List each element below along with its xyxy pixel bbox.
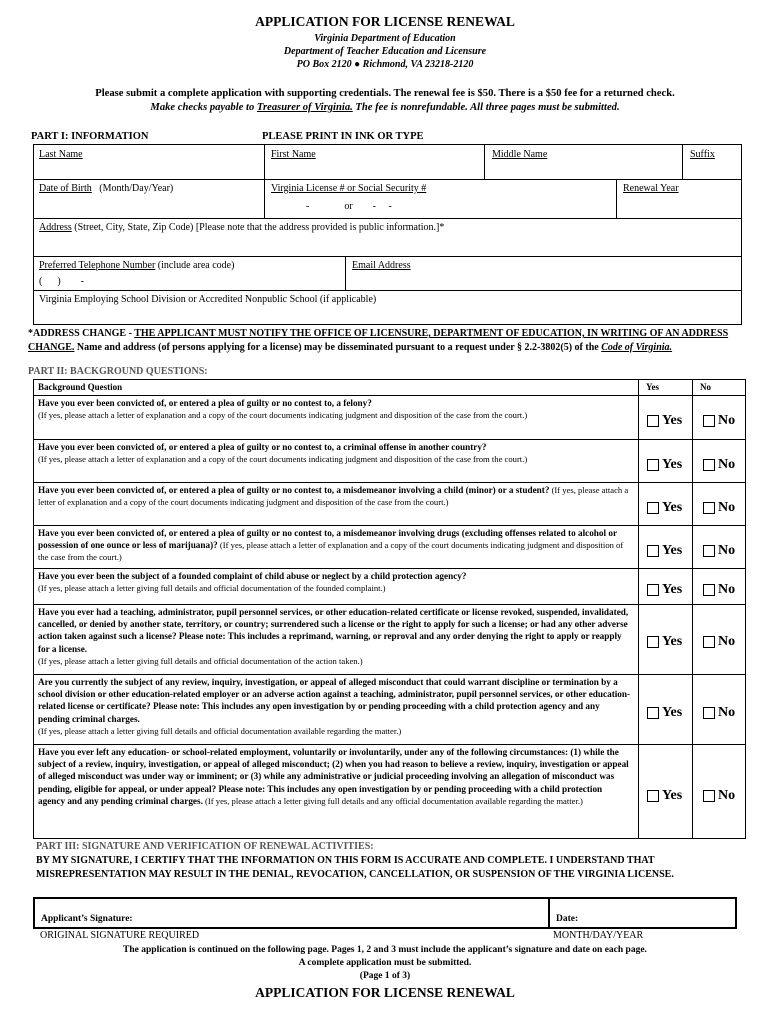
q8-no-checkbox[interactable]: No bbox=[703, 788, 735, 804]
mailing-address: PO Box 2120 ● Richmond, VA 23218-2120 bbox=[296, 59, 474, 70]
col-yes: Yes bbox=[646, 382, 659, 392]
question-4: Have you ever been convicted of, or entered a plea of guilty or no contest to, a misdemeanor involving drugs (excluding offenses related to alcohol or possession of one ounce or less of marijuana)? (If yes, please attach a letter of explanation and a copy of the court documents indicating judgment and disposition of the case from the court.) bbox=[38, 528, 624, 563]
q3-yes-checkbox[interactable]: Yes bbox=[647, 500, 682, 516]
first-name-field[interactable]: First Name bbox=[271, 149, 316, 160]
middle-name-field[interactable]: Middle Name bbox=[492, 149, 548, 160]
complete-note: A complete application must be submitted. bbox=[298, 958, 472, 968]
question-6: Have you ever had a teaching, administrator, pupil personnel services, or other education-related certificate or license revoked, suspended, invalidated, cancelled, or denied by another state, territory, or country; surrendered such a license or the right to apply for such a license; or had any other adverse action taken against such a license? Please note: This includes a reprimand, warning, or reproval and any order denying the right to apply or reapply for a license. (If yes, please attach a letter giving full details and official documentation of the action taken.) bbox=[38, 607, 629, 666]
q5-yes-checkbox[interactable]: Yes bbox=[647, 582, 682, 598]
date-format-note: MONTH/DAY/YEAR bbox=[553, 930, 644, 941]
question-3: Have you ever been convicted of, or entered a plea of guilty or no contest to, a misdemeanor involving a child (minor) or a student? (If yes, please attach a letter of explanation and a copy of the court documents indicating judgment and disposition of the case from the court.) bbox=[38, 485, 629, 508]
part3-heading: PART III: SIGNATURE AND VERIFICATION OF RENEWAL ACTIVITIES: bbox=[36, 841, 374, 852]
q1-yes-checkbox[interactable]: Yes bbox=[647, 413, 682, 429]
q7-yes-checkbox[interactable]: Yes bbox=[647, 705, 682, 721]
last-name-field[interactable]: Last Name bbox=[39, 149, 83, 160]
col-no: No bbox=[700, 382, 711, 392]
license-ssn-field[interactable]: Virginia License # or Social Security # bbox=[271, 183, 427, 194]
q7-no-checkbox[interactable]: No bbox=[703, 705, 735, 721]
information-table bbox=[33, 144, 742, 325]
question-8: Have you ever left any education- or school-related employment, voluntarily or involuntarily, under any of the following circumstances: (1) while the subject of a review, inquiry, investigation, or appeal of alleged misconduct; (2) when you had reason to believe a review, inquiry, investigation or appeal of alleged misconduct was under way or imminent; or (3) while any administrative or judicial proceeding involving an allegation of misconduct was pending, eligible for appeal, or under appeal? Please note: This includes any open investigation by or pending proceeding with a child protection agency and any pending criminal charges. (If yes, please attach a letter giving full details and any official documentation available regarding the matter.) bbox=[38, 747, 629, 806]
department-name: Virginia Department of Education bbox=[314, 33, 456, 44]
question-2: Have you ever been convicted of, or entered a plea of guilty or no contest to, a criminal offense in another country? (If yes, please attach a letter of explanation and a copy of the court documents indicating judgment and disposition of the case from the court.) bbox=[38, 442, 528, 465]
signature-field[interactable]: Applicant’s Signature: bbox=[41, 914, 133, 924]
part1-heading: PART I: INFORMATION bbox=[31, 131, 149, 142]
fee-instructions: Please submit a complete application with supporting credentials. The renewal fee is $50. There is a $50 fee for a returned check. bbox=[95, 88, 675, 99]
payment-instructions: Make checks payable to Treasurer of Virginia. The fee is nonrefundable. All three pages must be submitted. bbox=[150, 102, 620, 113]
q5-no-checkbox[interactable]: No bbox=[703, 582, 735, 598]
q1-no-checkbox[interactable]: No bbox=[703, 413, 735, 429]
address-field[interactable]: Address (Street, City, State, Zip Code) [Please note that the address provided is public information.]* bbox=[39, 222, 445, 233]
question-7: Are you currently the subject of any review, inquiry, investigation, or appeal of alleged misconduct that could warrant discipline or termination by a school division or other education-related employer or an adverse action against a teaching, administrator, pupil personnel services, or other education-related license or certificate? Please note: This includes any open investigation by or pending proceeding with a child protection agency and any pending criminal charges. (If yes, please attach a letter giving full details and official documentation available regarding the matter.) bbox=[38, 677, 631, 736]
employer-field[interactable]: Virginia Employing School Division or Accredited Nonpublic School (if applicable) bbox=[39, 294, 377, 305]
certification-text: BY MY SIGNATURE, I CERTIFY THAT THE INFORMATION ON THIS FORM IS ACCURATE AND COMPLETE. I UNDERSTAND THAT MISREPRESENTATION MAY RESULT IN THE DENIAL, REVOCATION, CANCELLATION, OR SUSPENSION OF THE VIRGINIA LICENSE. bbox=[36, 855, 674, 880]
payee: Treasurer of Virginia. bbox=[256, 102, 353, 113]
email-field[interactable]: Email Address bbox=[352, 260, 411, 271]
renewal-year-field[interactable]: Renewal Year bbox=[623, 183, 679, 194]
col-question: Background Question bbox=[38, 382, 123, 392]
q3-no-checkbox[interactable]: No bbox=[703, 500, 735, 516]
address-change-notice: *ADDRESS CHANGE - THE APPLICANT MUST NOTIFY THE OFFICE OF LICENSURE, DEPARTMENT OF EDUCATION, IN WRITING OF AN ADDRESS CHANGE. Name and address (of persons applying for a license) may be disseminated pursuant to a request under § 2.2-3802(5) of the Code of Virginia. bbox=[28, 328, 729, 353]
question-5: Have you ever been the subject of a founded complaint of child abuse or neglect by a child protection agency? (If yes, please attach a letter giving full details and official documentation of the founded complaint.) bbox=[38, 571, 467, 594]
office-name: Department of Teacher Education and Licensure bbox=[283, 46, 487, 57]
page-number: (Page 1 of 3) bbox=[359, 971, 411, 981]
part2-heading: PART II: BACKGROUND QUESTIONS: bbox=[28, 366, 208, 377]
q6-yes-checkbox[interactable]: Yes bbox=[647, 634, 682, 650]
phone-field[interactable]: Preferred Telephone Number (include area code) bbox=[39, 260, 235, 271]
continued-note: The application is continued on the following page. Pages 1, 2 and 3 must include the applicant’s signature and date on each page. bbox=[123, 945, 647, 955]
q4-yes-checkbox[interactable]: Yes bbox=[647, 543, 682, 559]
q6-no-checkbox[interactable]: No bbox=[703, 634, 735, 650]
dob-field[interactable]: Date of Birth (Month/Day/Year) bbox=[39, 183, 174, 194]
question-1: Have you ever been convicted of, or entered a plea of guilty or no contest to, a felony? (If yes, please attach a letter of explanation and a copy of the court documents indicating judgment and disposition of the case from the court.) bbox=[38, 398, 528, 421]
q2-yes-checkbox[interactable]: Yes bbox=[647, 457, 682, 473]
original-signature-note: ORIGINAL SIGNATURE REQUIRED bbox=[40, 930, 200, 941]
date-field[interactable]: Date: bbox=[556, 914, 579, 924]
q2-no-checkbox[interactable]: No bbox=[703, 457, 735, 473]
phone-format: ( ) - bbox=[39, 276, 84, 287]
print-note: PLEASE PRINT IN INK OR TYPE bbox=[262, 131, 424, 142]
q8-yes-checkbox[interactable]: Yes bbox=[647, 788, 682, 804]
suffix-field[interactable]: Suffix bbox=[690, 149, 715, 160]
signature-box bbox=[33, 897, 737, 929]
footer-title: APPLICATION FOR LICENSE RENEWAL bbox=[255, 985, 515, 1000]
form-title: APPLICATION FOR LICENSE RENEWAL bbox=[255, 14, 515, 29]
q4-no-checkbox[interactable]: No bbox=[703, 543, 735, 559]
ssn-format: - or - - bbox=[306, 201, 392, 212]
